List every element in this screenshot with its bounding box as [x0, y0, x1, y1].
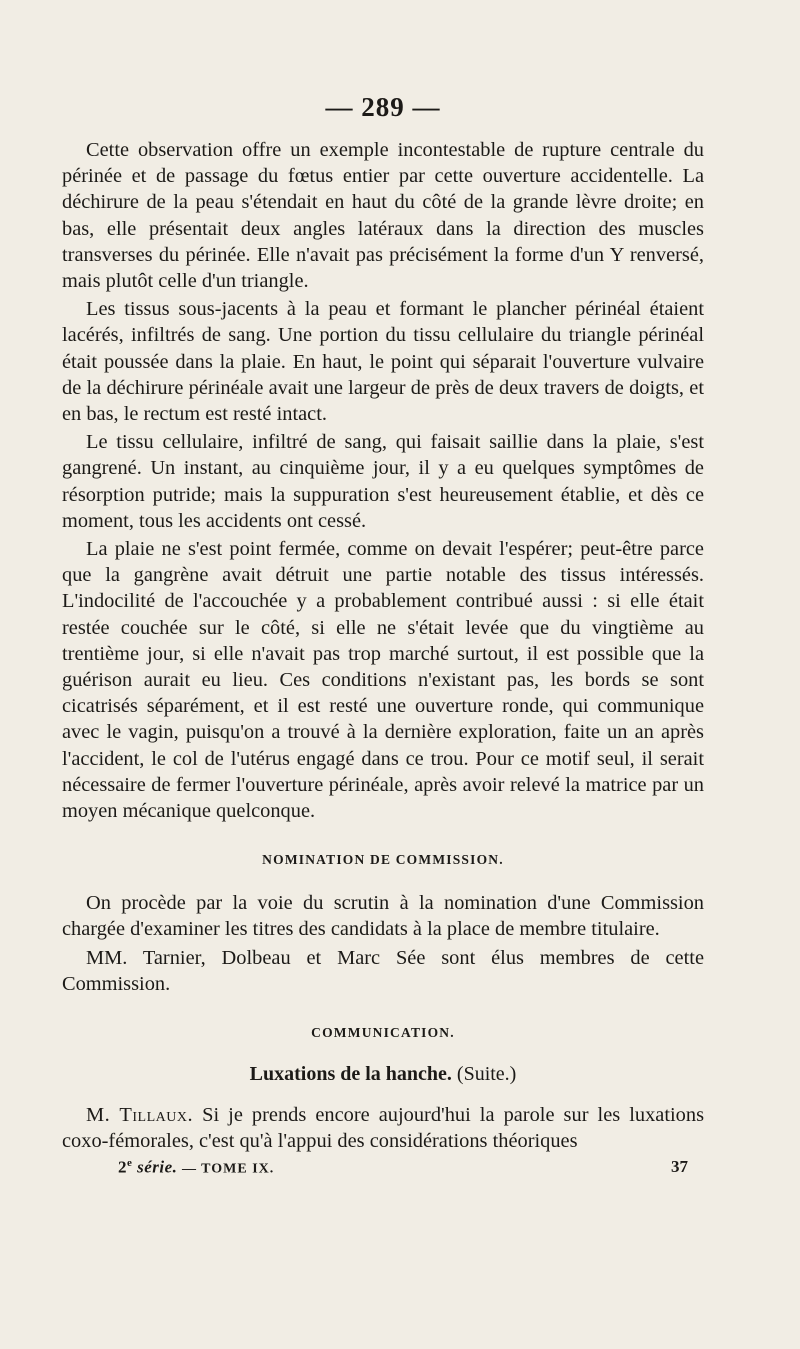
- footer-signature: 37: [671, 1157, 688, 1177]
- section-heading-communication: COMMUNICATION.: [311, 1025, 455, 1041]
- footer-series: [118, 1157, 274, 1178]
- speaker-name: M. Tillaux.: [86, 1104, 194, 1127]
- paragraph-plaie: La plaie ne s'est point fermée, comme on devait l'espérer; peut-être parce que la gangrène avait détruit une partie notable des tissus intéressés. L'indocilité de l'accouchée y a probablement contribué aussi : si elle était restée couchée sur le côté, si elle ne s'était levée que du vingtième au trentième jour, si elle n'avait pas trop marché surtout, il est possible que la guérison aurait eu lieu. Ces conditions n'existant pas, les bords se sont cicatrisés séparément, et il est resté une ouverture ronde, qui communique avec le vagin, puisqu'on a trouvé à la dernière exploration, faite un an après l'accident, le col de l'utérus engagé dans ce trou. Pour ce motif seul, il serait nécessaire de fermer l'ouverture périnéale, après avoir relevé la matrice par un moyen mécanique quelconque.: [62, 538, 704, 823]
- paragraph-scrutin: On procède par la voie du scrutin à la nomination d'une Commission chargée d'examiner les titres des candidats à la place de membre titulaire.: [62, 892, 704, 941]
- paragraph-tillaux: [62, 1102, 704, 1154]
- paragraph-elus: MM. Tarnier, Dolbeau et Marc Sée sont élus membres de cette Commission.: [62, 946, 704, 995]
- page-footer: [62, 1155, 704, 1178]
- footer-series-number: 2: [118, 1157, 127, 1177]
- page-number: — 289 —: [325, 92, 441, 122]
- article-title: [62, 1063, 704, 1086]
- paragraph-tissu-cellulaire: Le tissu cellulaire, infiltré de sang, qui faisait saillie dans la plaie, s'est gangrené. Un instant, au cinquième jour, il y a eu quelques symptômes de résorption putride; mais la suppuration s'est heureusement établie, et dès ce moment, tous les accidents ont cessé.: [62, 431, 704, 532]
- section-heading-nomination: NOMINATION DE COMMISSION.: [262, 852, 504, 868]
- article-title-suffix: (Suite.): [451, 1063, 517, 1086]
- article-title-main: Luxations de la hanche.: [249, 1063, 452, 1086]
- paragraph-tissus: Les tissus sous-jacents à la peau et formant le plancher périnéal étaient lacérés, infiltrés de sang. Une portion du tissu cellulaire du triangle périnéal était poussée dans la plaie. En haut, le point qui séparait l'ouverture vulvaire de la déchirure périnéale avait une largeur de près de deux travers de doigts, et en bas, le rectum est resté intact.: [62, 298, 704, 426]
- footer-series-word: série.: [132, 1157, 178, 1177]
- footer-series-superscript: e: [127, 1156, 133, 1169]
- paragraph-observation: Cette observation offre un exemple incontestable de rupture centrale du périnée et de passage du fœtus entier par cette ouverture accidentelle. La déchirure de la peau s'étendait en haut du côté de la grande lèvre droite; en bas, elle présentait deux angles latéraux dans la direction des muscles transverses du périnée. Elle n'avait pas précisément la forme d'un Y renversé, mais plutôt celle d'un triangle.: [62, 139, 704, 293]
- paragraph-tillaux-text: Si je prends encore aujourd'hui la parole sur les luxations coxo-fémorales, c'est qu'à l'appui des considérations théoriques: [62, 1104, 704, 1153]
- footer-tome: — TOME IX.: [177, 1161, 275, 1177]
